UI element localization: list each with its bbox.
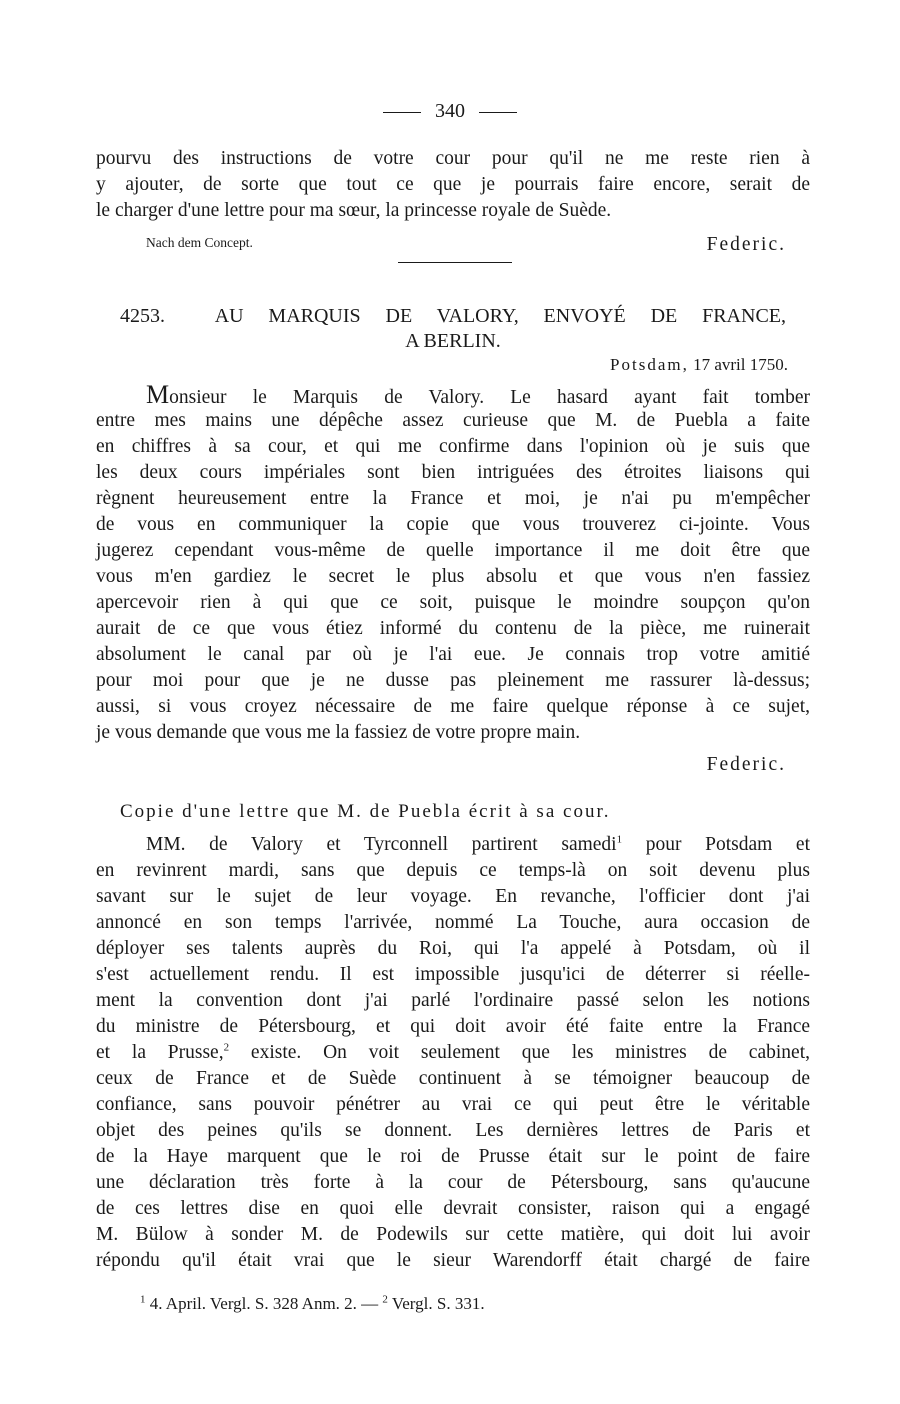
source-note: Nach dem Concept. bbox=[146, 235, 253, 250]
letter-heading-line2: A BERLIN. bbox=[405, 330, 501, 352]
page-header bbox=[0, 100, 900, 123]
text-line: de la Haye marquent que le roi de Prusse était sur le point de faire bbox=[96, 1146, 810, 1167]
date: 17 avril 1750. bbox=[693, 355, 788, 374]
text-line: le charger d'une lettre pour ma sœur, la princesse royale de Suède. bbox=[96, 200, 612, 221]
signature: Federic. bbox=[706, 754, 786, 775]
footnote-mark: 2 bbox=[382, 1293, 388, 1306]
text-line: s'est actuellement rendu. Il est impossible jusqu'ici de déterrer si réelle- bbox=[96, 964, 810, 985]
text-line: ceux de France et de Suède continuent à se témoigner beaucoup de bbox=[96, 1068, 810, 1089]
text-line: et la Prusse,$^2$ existe. On voit seulement que les ministres de cabinet, bbox=[96, 1041, 810, 1063]
letter-heading-line1: AU MARQUIS DE VALORY, ENVOYÉ DE FRANCE, bbox=[214, 305, 787, 327]
text-line: y ajouter, de sorte que tout ce que je pourrais faire encore, serait de bbox=[96, 174, 810, 195]
text-line: entre mes mains une dépêche assez curieuse que M. de Puebla a faite bbox=[96, 410, 810, 431]
text-line: de ces lettres dise en quoi elle devrait consister, raison qui a engagé bbox=[96, 1198, 810, 1219]
text-line: aurait de ce que vous étiez informé du contenu de la pièce, me ruinerait bbox=[96, 618, 810, 639]
text-line: MM. de Valory et Tyrconnell partirent samedi$^1$ pour Potsdam et bbox=[146, 833, 810, 855]
text-line: répondu qu'il était vrai que le sieur Warendorff était chargé de faire bbox=[96, 1250, 810, 1271]
text-line: en revinrent mardi, sans que depuis ce temps-là on soit devenu plus bbox=[96, 860, 810, 881]
footnotes bbox=[140, 1294, 485, 1314]
text-line: les deux cours impériales sont bien intriguées des étroites liaisons qui bbox=[96, 462, 810, 483]
header-dash-right bbox=[479, 112, 517, 113]
footnote-ref: 1 bbox=[616, 833, 623, 846]
section-divider bbox=[398, 262, 512, 263]
text-line: annoncé en son temps l'arrivée, nommé La Touche, aura occasion de bbox=[96, 912, 810, 933]
footnote-mark: 1 bbox=[140, 1293, 146, 1306]
text-line: savant sur le sujet de leur voyage. En revanche, l'officier dont j'ai bbox=[96, 886, 810, 907]
text-line: pour moi pour que je ne dusse pas pleinement me rassurer là-dessus; bbox=[96, 670, 810, 691]
text-line: une déclaration très forte à la cour de Pétersbourg, sans qu'aucune bbox=[96, 1172, 810, 1193]
text-line: en chiffres à sa cour, et qui me confirme dans l'opinion où je suis que bbox=[96, 436, 810, 457]
letter-number: 4253. bbox=[120, 305, 165, 327]
text-line: confiance, sans pouvoir pénétrer au vrai ce qui peut être le véritable bbox=[96, 1094, 810, 1115]
footnote-ref: 2 bbox=[223, 1041, 230, 1054]
text-line: du ministre de Pétersbourg, et qui doit avoir été faite entre la France bbox=[96, 1016, 810, 1037]
text-line: M. Bülow à sonder M. de Podewils sur cette matière, qui doit lui avoir bbox=[96, 1224, 810, 1245]
text-line: aussi, si vous croyez nécessaire de me faire quelque réponse à ce sujet, bbox=[96, 696, 810, 717]
text-line: vous m'en gardiez le secret le plus absolu et que vous n'en fassiez bbox=[96, 566, 810, 587]
text-line: déployer ses talents auprès du Roi, qui l'a appelé à Potsdam, où il bbox=[96, 938, 810, 959]
text-line: je vous demande que vous me la fassiez de votre propre main. bbox=[96, 722, 581, 743]
header-dash-left bbox=[383, 112, 421, 113]
footnote-text: 4. April. Vergl. S. 328 Anm. 2. — bbox=[145, 1294, 383, 1313]
initial-letter: M bbox=[146, 380, 170, 409]
signature: Federic. bbox=[706, 234, 786, 255]
dateline bbox=[610, 355, 788, 375]
text-line: ment la convention dont j'ai parlé l'ordinaire passé selon les notions bbox=[96, 990, 810, 1011]
copy-title: Copie d'une lettre que M. de Puebla écrit à sa cour. bbox=[120, 801, 611, 822]
text-line: règnent heureusement entre la France et moi, je n'ai pu m'empêcher bbox=[96, 488, 810, 509]
text-line: absolument le canal par où je l'ai eue. Je connais trop votre amitié bbox=[96, 644, 810, 665]
text-line: pourvu des instructions de votre cour pour qu'il ne me reste rien à bbox=[96, 148, 810, 169]
text-line bbox=[146, 382, 810, 411]
text-line: apercevoir rien à qui que ce soit, puisque le moindre soupçon qu'on bbox=[96, 592, 810, 613]
text-line: jugerez cependant vous-même de quelle importance il me doit être que bbox=[96, 540, 810, 561]
page-number: 340 bbox=[435, 100, 465, 122]
footnote-text: Vergl. S. 331. bbox=[387, 1294, 485, 1313]
text-line-rest: onsieur le Marquis de Valory. Le hasard ayant fait tomber bbox=[169, 387, 810, 408]
letter-heading bbox=[120, 303, 786, 329]
date-place: Potsdam, bbox=[610, 355, 689, 374]
text-line: de vous en communiquer la copie que vous trouverez ci-jointe. Vous bbox=[96, 514, 810, 535]
text-line: objet des peines qu'ils se donnent. Les dernières lettres de Paris et bbox=[96, 1120, 810, 1141]
